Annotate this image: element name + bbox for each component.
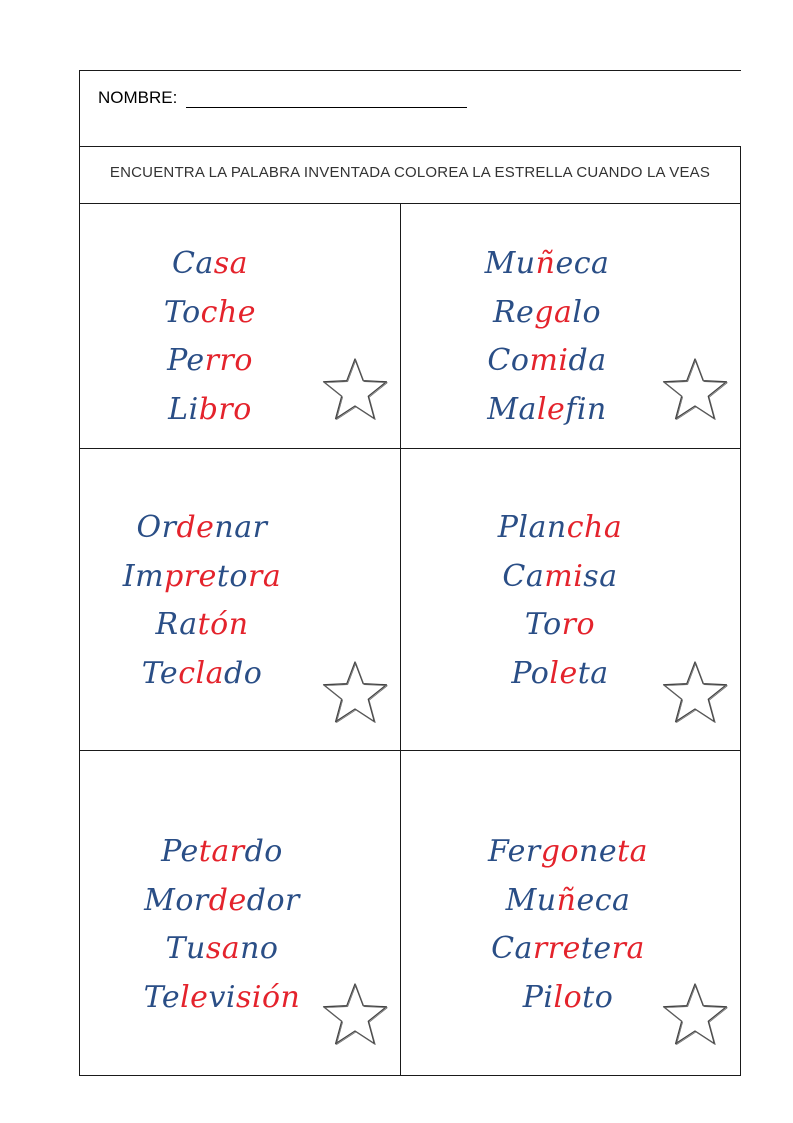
syllable-red: tón — [197, 607, 249, 642]
word-item — [387, 386, 707, 435]
word-item — [408, 828, 728, 877]
syllable-blue: lo — [572, 294, 602, 330]
word-item — [387, 240, 707, 289]
syllable-red: mi — [544, 558, 584, 594]
syllable-red: le — [180, 979, 209, 1015]
syllable-red: ñ — [556, 882, 577, 918]
row-divider-1 — [79, 448, 741, 449]
syllable-blue: Or — [136, 510, 177, 545]
syllable-red: ra — [611, 931, 645, 966]
right-border-top — [740, 147, 741, 1076]
word-item — [62, 828, 382, 877]
syllable-blue: Co — [487, 343, 530, 378]
header-divider — [79, 146, 741, 147]
syllable-red: pre — [164, 558, 217, 594]
syllable-red: le — [549, 655, 578, 691]
syllable-red: le — [536, 391, 566, 427]
word-item — [400, 553, 720, 602]
word-item — [408, 877, 728, 926]
syllable-red: ra — [248, 558, 282, 594]
syllable-blue: do — [244, 834, 283, 869]
syllable-red: ga — [534, 294, 573, 330]
syllable-blue: Ca — [502, 558, 545, 594]
word-item — [387, 337, 707, 386]
syllable-red: mi — [529, 343, 569, 378]
syllable-red: ro — [561, 607, 596, 642]
syllable-red: go — [540, 834, 579, 869]
word-item — [50, 289, 370, 338]
star-outline-icon[interactable] — [660, 660, 730, 726]
syllable-blue: Li — [168, 391, 199, 427]
syllable-blue: Ca — [491, 931, 533, 966]
word-item — [400, 601, 720, 650]
syllable-blue: fin — [565, 391, 607, 427]
name-input-line[interactable] — [186, 107, 467, 108]
syllable-red: cha — [566, 510, 623, 545]
word-item — [42, 650, 362, 699]
syllable-red: ñ — [535, 246, 556, 281]
syllable-red: rre — [532, 931, 581, 966]
syllable-red: rro — [204, 343, 253, 378]
syllable-blue: dor — [246, 882, 300, 918]
syllable-blue: sa — [583, 558, 618, 594]
bottom-border — [79, 1075, 741, 1076]
syllable-red: de — [208, 882, 247, 918]
word-item — [400, 504, 720, 553]
syllable-blue: te — [580, 931, 612, 966]
syllable-blue: eca — [555, 246, 610, 281]
row-divider-2 — [79, 750, 741, 751]
syllable-blue: To — [524, 607, 562, 642]
syllable-blue: eca — [576, 882, 631, 918]
syllable-red: sa — [213, 246, 249, 281]
star-outline-icon[interactable] — [320, 660, 390, 726]
top-border — [79, 70, 741, 71]
word-item — [408, 925, 728, 974]
instruction-text: ENCUENTRA LA PALABRA INVENTADA COLOREA LA ESTRELLA CUANDO LA VEAS — [109, 164, 711, 181]
syllable-blue: Pi — [522, 979, 554, 1015]
syllable-blue: Mu — [505, 882, 557, 918]
word-item — [42, 504, 362, 553]
syllable-blue: Ra — [155, 607, 198, 642]
syllable-red: bro — [198, 391, 252, 427]
syllable-red: sión — [235, 979, 301, 1015]
word-list-cell-3 — [42, 504, 362, 698]
word-item — [387, 289, 707, 338]
syllable-blue: Mor — [144, 882, 209, 918]
syllable-blue: Fer — [487, 834, 541, 869]
syllable-blue: Re — [492, 294, 535, 330]
syllable-blue: To — [163, 294, 201, 330]
syllable-blue: Pe — [161, 834, 199, 869]
instruction-divider — [79, 203, 741, 204]
star-outline-icon[interactable] — [320, 982, 390, 1048]
syllable-blue: Pe — [167, 343, 205, 378]
star-outline-icon[interactable] — [660, 982, 730, 1048]
syllable-blue: Tu — [165, 931, 206, 966]
word-item — [42, 553, 362, 602]
syllable-blue: ta — [577, 655, 609, 691]
syllable-blue: nar — [214, 510, 268, 545]
syllable-blue: da — [568, 343, 607, 378]
syllable-blue: to — [582, 979, 614, 1015]
word-item — [50, 240, 370, 289]
star-outline-icon[interactable] — [320, 357, 390, 423]
syllable-blue: ne — [579, 834, 618, 869]
syllable-blue: Te — [143, 979, 181, 1015]
syllable-red: cla — [178, 655, 224, 691]
syllable-red: lo — [553, 979, 583, 1015]
syllable-blue: Po — [511, 655, 550, 691]
star-outline-icon[interactable] — [660, 357, 730, 423]
syllable-blue: vi — [208, 979, 236, 1015]
word-item — [62, 925, 382, 974]
syllable-red: sa — [205, 931, 241, 966]
syllable-blue: Im — [122, 558, 165, 594]
syllable-red: tar — [198, 834, 245, 869]
syllable-red: che — [200, 294, 257, 330]
syllable-blue: Plan — [497, 510, 567, 545]
syllable-blue: no — [240, 931, 279, 966]
syllable-blue: Ma — [487, 391, 537, 427]
syllable-blue: Te — [141, 655, 179, 691]
syllable-blue: Ca — [171, 246, 214, 281]
syllable-blue: Mu — [484, 246, 536, 281]
syllable-red: de — [176, 510, 215, 545]
syllable-blue: to — [216, 558, 248, 594]
word-item — [42, 601, 362, 650]
syllable-blue: do — [223, 655, 263, 691]
word-item — [62, 877, 382, 926]
word-list-cell-2 — [387, 240, 707, 434]
name-label: NOMBRE: — [98, 88, 178, 107]
syllable-red: ta — [617, 834, 649, 869]
